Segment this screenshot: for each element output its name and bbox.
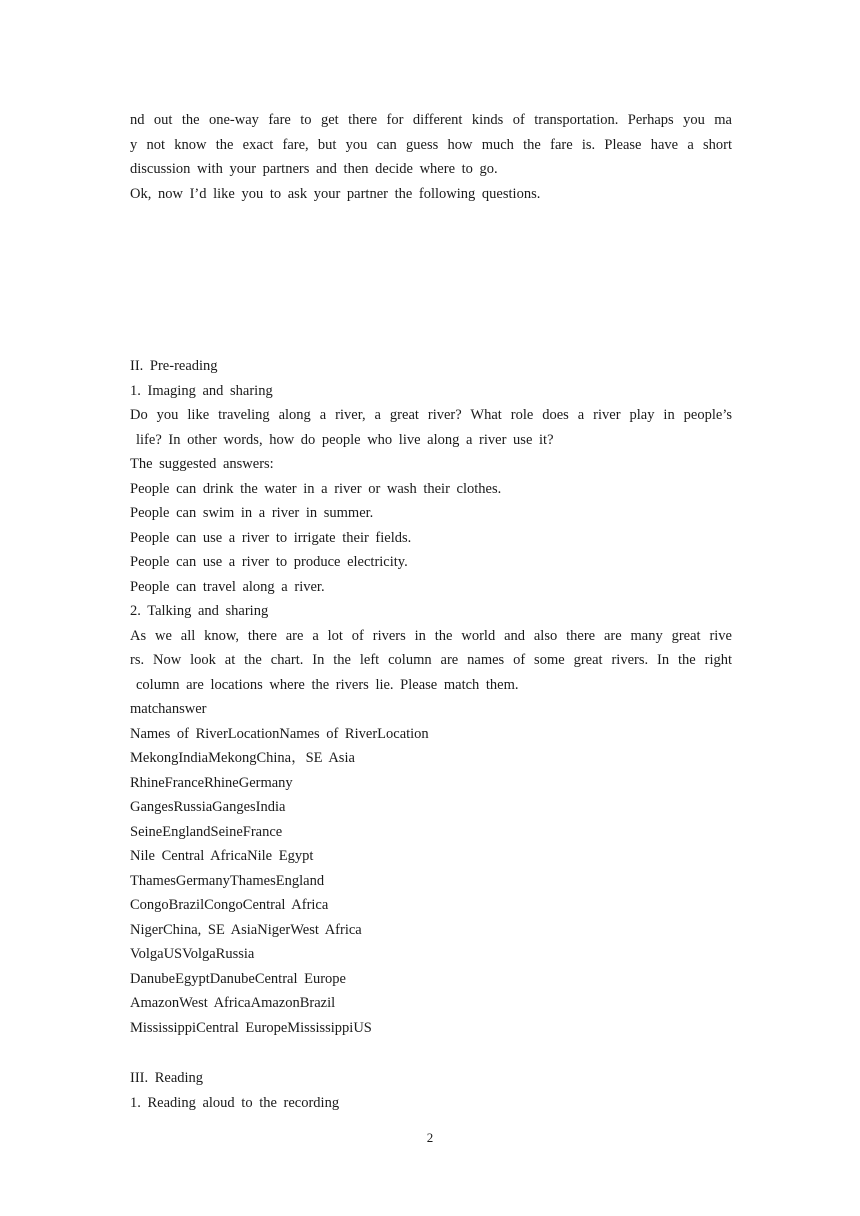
table-row: GangesRussiaGangesIndia <box>130 799 286 815</box>
table-title: matchanswer <box>130 701 207 717</box>
table-row: Names of RiverLocationNames of RiverLocation <box>130 725 429 742</box>
table-row: NigerChina, SE AsiaNigerWest Africa <box>130 921 362 938</box>
suggested-answers-label: The suggested answers: <box>130 456 274 472</box>
intro-line: Ok, now I’d like you to ask your partner the following questions. <box>130 185 541 202</box>
table-row: MississippiCentral EuropeMississippiUS <box>130 1019 372 1036</box>
instruction-line: column are locations where the rivers lie. Please match them. <box>136 676 519 693</box>
answer-line: People can swim in a river in summer. <box>130 505 374 521</box>
section-reading <box>130 1066 732 1115</box>
table-row: SeineEnglandSeineFrance <box>130 823 283 840</box>
subsection-heading: 1. Reading aloud to the recording <box>130 1094 340 1111</box>
instruction-line: As we all know, there are a lot of rivers in the world and also there are many great rive <box>130 627 732 644</box>
table-row: VolgaUSVolgaRussia <box>130 946 255 962</box>
intro-paragraph <box>130 108 732 206</box>
table-row: MekongIndiaMekongChina，SE Asia <box>130 750 355 766</box>
table-row: Nile Central AfricaNile Egypt <box>130 848 314 864</box>
table-row: CongoBrazilCongoCentral Africa <box>130 897 329 913</box>
table-row: ThamesGermanyThamesEngland <box>130 872 325 889</box>
section-heading: II. Pre-reading <box>130 358 218 374</box>
intro-line: nd out the one-way fare to get there for different kinds of transportation. Perhaps you ma <box>130 112 732 128</box>
answer-line: People can drink the water in a river or wash their clothes. <box>130 480 502 497</box>
section-heading: III. Reading <box>130 1070 204 1086</box>
page-number: 2 <box>426 1130 434 1145</box>
table-row: RhineFranceRhineGermany <box>130 774 293 791</box>
table-row: DanubeEgyptDanubeCentral Europe <box>130 970 346 987</box>
intro-line: y not know the exact fare, but you can guess how much the fare is. Please have a short <box>130 136 732 153</box>
subsection-heading: 1. Imaging and sharing <box>130 382 273 399</box>
subsection-heading: 2. Talking and sharing <box>130 603 269 619</box>
instruction-line: rs. Now look at the chart. In the left column are names of some great rivers. In the right <box>130 652 732 668</box>
answer-line: People can use a river to irrigate their fields. <box>130 529 412 546</box>
answer-line: People can use a river to produce electricity. <box>130 554 408 570</box>
question-line: life? In other words, how do people who live along a river use it? <box>136 431 554 448</box>
answer-line: People can travel along a river. <box>130 578 325 595</box>
intro-line: discussion with your partners and then decide where to go. <box>130 161 498 177</box>
table-row: AmazonWest AfricaAmazonBrazil <box>130 995 336 1011</box>
question-line: Do you like traveling along a river, a great river? What role does a river play in people’s <box>130 407 732 423</box>
section-pre-reading <box>130 354 732 1040</box>
